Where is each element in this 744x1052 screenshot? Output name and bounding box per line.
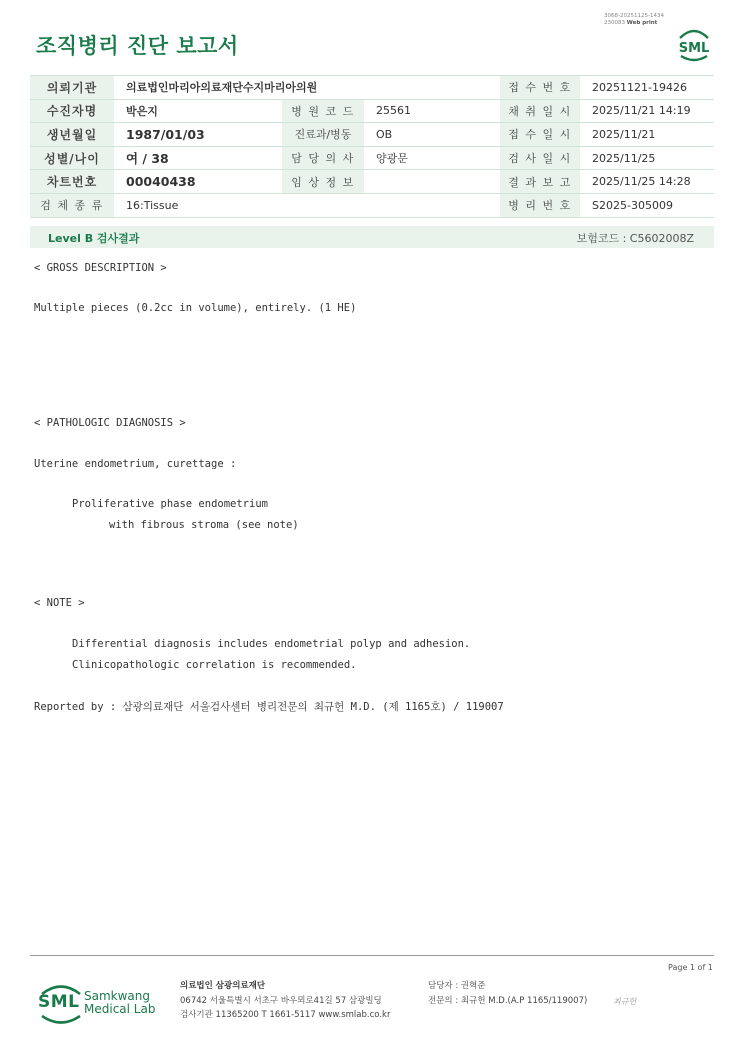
label-patient-name: 수진자명 xyxy=(30,99,114,123)
value-chart-no: 00040438 xyxy=(114,170,282,194)
print-meta xyxy=(604,13,664,26)
sml-logo-icon xyxy=(674,26,714,62)
svg-text:SML: SML xyxy=(678,41,710,56)
value-clinical-info xyxy=(364,170,500,194)
table-row xyxy=(30,193,714,217)
footer-divider xyxy=(30,955,714,956)
value-exam-date: 2025/11/25 xyxy=(580,146,714,170)
diagnosis-line: Proliferative phase endometrium xyxy=(72,498,268,510)
label-result-report: 결 과 보 고 xyxy=(500,170,580,194)
table-row xyxy=(30,99,714,123)
diagnosis-line: Uterine endometrium, curettage : xyxy=(34,458,237,470)
label-physician: 담 당 의 사 xyxy=(282,146,364,170)
note-heading: < NOTE > xyxy=(34,597,85,609)
gross-text: Multiple pieces (0.2cc in volume), entirely. (1 HE) xyxy=(34,302,357,314)
footer-logo-name-2: Medical Lab xyxy=(84,1002,156,1016)
footer-org-info xyxy=(180,979,390,1023)
note-line: Clinicopathologic correlation is recommended. xyxy=(72,659,357,671)
label-hospital-code: 병 원 코 드 xyxy=(282,99,364,123)
print-meta-id: 3068-20251125-1434 xyxy=(604,13,664,19)
value-collection-time: 2025/11/21 14:19 xyxy=(580,99,714,123)
label-receipt-no: 접 수 번 호 xyxy=(500,76,580,100)
table-row xyxy=(30,170,714,194)
label-department: 진료과/병동 xyxy=(282,123,364,147)
diagnosis-line: with fibrous stroma (see note) xyxy=(109,519,299,531)
footer-logo-name xyxy=(84,990,155,1016)
label-requesting-org: 의뢰기관 xyxy=(30,76,114,100)
diagnosis-heading: < PATHOLOGIC DIAGNOSIS > xyxy=(34,417,186,429)
footer-logo-mark: SML xyxy=(38,992,80,1012)
footer-manager: 담당자 : 권혁준 xyxy=(428,981,486,991)
footer-logo xyxy=(36,980,156,1026)
value-result-report: 2025/11/25 14:28 xyxy=(580,170,714,194)
value-receipt-no: 20251121-19426 xyxy=(580,76,714,100)
value-patient-name: 박은지 xyxy=(114,99,282,123)
label-exam-date: 검 사 일 시 xyxy=(500,146,580,170)
value-sex-age: 여 / 38 xyxy=(114,146,282,170)
footer-specialist: 전문의 : 최규헌 M.D.(A.P 1165/119007) xyxy=(428,995,588,1006)
value-pathology-no: S2025-305009 xyxy=(580,193,714,217)
print-meta-code: 230083 xyxy=(604,19,625,26)
footer-staff-info xyxy=(428,979,587,1008)
table-row xyxy=(30,146,714,170)
label-sex-age: 성별/나이 xyxy=(30,146,114,170)
label-receipt-date: 접 수 일 시 xyxy=(500,123,580,147)
value-birthdate: 1987/01/03 xyxy=(114,123,282,147)
footer-org: 의료법인 삼광의료재단 xyxy=(180,981,266,991)
label-specimen-type: 검 체 종 류 xyxy=(30,193,114,217)
value-specimen-type: 16:Tissue xyxy=(114,193,500,217)
insurance-code: 보험코드 : C5602008Z xyxy=(576,232,694,245)
label-birthdate: 생년월일 xyxy=(30,123,114,147)
reported-by: Reported by : 삼광의료재단 서울검사센터 병리전문의 최규헌 M.D. (제 1165호) / 119007 xyxy=(34,701,504,713)
label-chart-no: 차트번호 xyxy=(30,170,114,194)
value-requesting-org: 의료법인마리아의료재단수지마리아의원 xyxy=(114,76,500,100)
value-department: OB xyxy=(364,123,500,147)
footer-address: 06742 서울특별시 서초구 바우뫼로41길 57 삼광빌딩 xyxy=(180,995,382,1006)
patient-info-table xyxy=(30,75,714,218)
label-pathology-no: 병 리 번 호 xyxy=(500,193,580,217)
footer-contact: 검사기관 11365200 T 1661-5117 www.smlab.co.kr xyxy=(180,1010,391,1020)
page-number: Page 1 of 1 xyxy=(668,963,713,972)
footer-logo-name-1: Samkwang xyxy=(84,989,150,1003)
table-row xyxy=(30,76,714,100)
gross-heading: < GROSS DESCRIPTION > xyxy=(34,262,167,274)
value-receipt-date: 2025/11/21 xyxy=(580,123,714,147)
result-level: Level B 검사결과 xyxy=(48,232,140,245)
table-row xyxy=(30,123,714,147)
label-collection-time: 채 취 일 시 xyxy=(500,99,580,123)
label-clinical-info: 임 상 정 보 xyxy=(282,170,364,194)
note-line: Differential diagnosis includes endometrial polyp and adhesion. xyxy=(72,638,471,650)
print-meta-web: Web print xyxy=(626,19,658,26)
result-level-bar xyxy=(30,226,714,248)
signature: 최규헌 xyxy=(613,997,637,1006)
value-hospital-code: 25561 xyxy=(364,99,500,123)
page-title: 조직병리 진단 보고서 xyxy=(36,34,239,58)
value-physician: 양광문 xyxy=(364,146,500,170)
